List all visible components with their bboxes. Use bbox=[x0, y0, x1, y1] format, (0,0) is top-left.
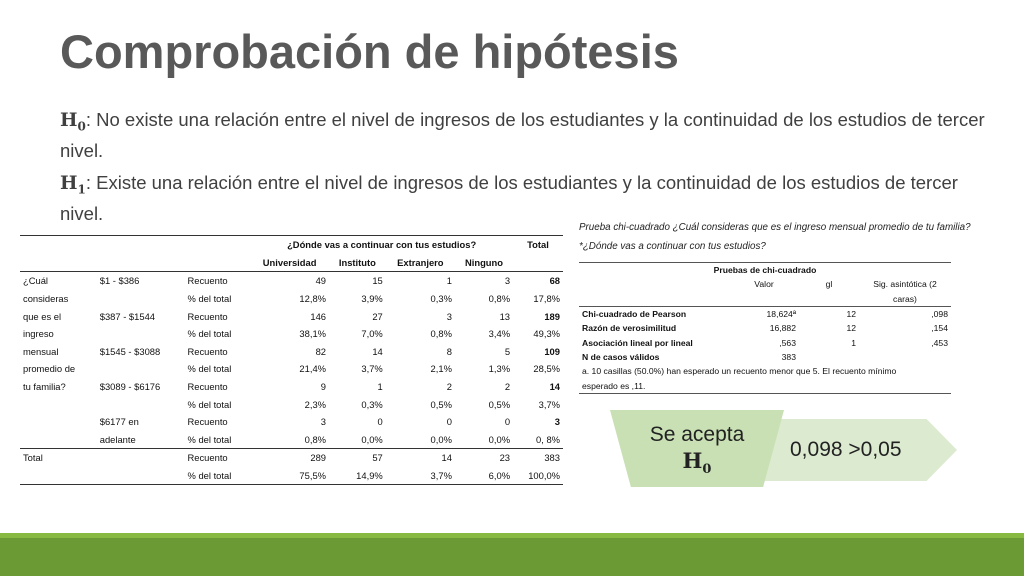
chi-caption-2: *¿Dónde vas a continuar con tus estudios? bbox=[579, 241, 766, 252]
table-row bbox=[20, 378, 563, 396]
income-label bbox=[97, 395, 185, 413]
table-row bbox=[20, 272, 563, 290]
table-cell: 27 bbox=[372, 310, 383, 322]
stat-label: Recuento bbox=[187, 381, 228, 393]
chi-footnote-row-2 bbox=[579, 378, 951, 393]
table-cell: 109 bbox=[544, 345, 560, 357]
table-cell: 0,0% bbox=[430, 433, 452, 445]
table-row bbox=[20, 343, 563, 361]
table-cell: 82 bbox=[315, 345, 327, 357]
income-label bbox=[97, 290, 185, 308]
table-cell: 28,5% bbox=[533, 363, 560, 375]
crosstab-col-header: Universidad bbox=[250, 254, 329, 272]
chi-valor: ,563 bbox=[779, 337, 796, 348]
chi-title-row bbox=[579, 263, 951, 278]
table-cell: 0 bbox=[446, 416, 452, 428]
chi-gl: 1 bbox=[851, 337, 856, 348]
table-cell: 49 bbox=[315, 275, 327, 287]
table-cell: 13 bbox=[499, 310, 511, 322]
table-cell: 146 bbox=[310, 310, 327, 322]
income-label: $1 - $386 bbox=[99, 275, 140, 287]
table-cell: 3,7% bbox=[538, 398, 560, 410]
chi-col-valor: Valor bbox=[754, 279, 774, 290]
table-row bbox=[579, 321, 951, 335]
table-cell: 3,9% bbox=[361, 293, 383, 305]
table-cell: 75,5% bbox=[250, 467, 329, 485]
table-row bbox=[579, 335, 951, 349]
table-cell: 14 bbox=[372, 345, 383, 357]
table-cell: 100,0% bbox=[513, 467, 563, 485]
row-question-line: ingreso bbox=[23, 328, 54, 340]
table-cell: 7,0% bbox=[361, 328, 383, 340]
table-cell: 57 bbox=[329, 449, 386, 467]
comparison-text: 0,098 >0,05 bbox=[790, 438, 902, 461]
accept-text: Se acepta $H_0$ bbox=[649, 423, 745, 478]
table-cell: 0,5% bbox=[430, 398, 452, 410]
table-row bbox=[579, 350, 951, 364]
table-row bbox=[20, 449, 563, 467]
table-cell: 14 bbox=[386, 449, 455, 467]
stat-label: Recuento bbox=[187, 310, 228, 322]
table-cell: 38,1% bbox=[299, 328, 327, 340]
chi-gl: 12 bbox=[846, 309, 856, 320]
crosstab-col-header: Instituto bbox=[329, 254, 386, 272]
table-cell: 14 bbox=[549, 381, 560, 393]
chi-row-label: Chi-cuadrado de Pearson bbox=[582, 309, 687, 320]
table-cell: 3,7% bbox=[361, 363, 383, 375]
table-cell: 21,4% bbox=[299, 363, 327, 375]
h1-symbol: $H_1$ bbox=[60, 173, 86, 197]
chi-valor: 16,882 bbox=[769, 323, 796, 334]
crosstab-col-header: Ninguno bbox=[455, 254, 513, 272]
table-cell: 0 bbox=[504, 416, 511, 428]
table-row bbox=[20, 325, 563, 343]
table-cell: 17,8% bbox=[533, 293, 560, 305]
row-question-line: tu familia? bbox=[23, 381, 66, 393]
crosstab-question-header: ¿Dónde vas a continuar con tus estudios? bbox=[250, 236, 513, 254]
table-cell: 3 bbox=[446, 310, 452, 322]
chi-header-row bbox=[579, 277, 951, 291]
table-cell: 3,4% bbox=[488, 328, 511, 340]
table-cell: 2,1% bbox=[430, 363, 452, 375]
chi-header-row-2 bbox=[579, 292, 951, 307]
table-cell: 0,0% bbox=[361, 433, 383, 445]
table-cell: 0,5% bbox=[488, 398, 511, 410]
chi-row-label: N de casos válidos bbox=[582, 351, 660, 362]
table-cell: 0,8% bbox=[430, 328, 452, 340]
table-cell: 0,3% bbox=[430, 293, 452, 305]
table-row bbox=[20, 395, 563, 413]
accept-shape bbox=[610, 410, 784, 487]
table-row bbox=[20, 413, 563, 431]
chi-caption-1: Prueba chi-cuadrado ¿Cuál consideras que es el ingreso mensual promedio de tu familia? bbox=[579, 222, 971, 233]
hypothesis-null bbox=[60, 108, 990, 163]
table-cell: 3,7% bbox=[386, 467, 455, 485]
table-cell: 68 bbox=[549, 275, 560, 287]
row-question-line: que es el bbox=[23, 310, 62, 322]
table-cell: 1 bbox=[377, 381, 383, 393]
crosstab-header-row bbox=[20, 236, 563, 254]
stat-label: % del total bbox=[187, 398, 232, 410]
chi-col-sig: Sig. asintótica (2 bbox=[873, 279, 937, 290]
income-label: $6177 en bbox=[99, 416, 139, 428]
stat-label: % del total bbox=[187, 328, 232, 340]
chi-row-label: Asociación lineal por lineal bbox=[582, 337, 693, 348]
chi-valor: 18,624ª bbox=[766, 309, 796, 320]
chi-footnote-1: a. 10 casillas (50.0%) han esperado un recuento menor que 5. El recuento mínimo bbox=[582, 366, 897, 377]
h0-symbol: $H_0$ bbox=[60, 110, 86, 134]
table-cell: 1 bbox=[446, 275, 452, 287]
table-cell: 14,9% bbox=[329, 467, 386, 485]
row-question-line: promedio de bbox=[23, 363, 76, 375]
chi-table-title: Pruebas de chi-cuadrado bbox=[579, 263, 951, 278]
chi-footnote-2: esperado es ,11. bbox=[579, 378, 951, 393]
table-cell: 9 bbox=[320, 381, 327, 393]
table-cell: 1,3% bbox=[488, 363, 511, 375]
chi-sig: ,453 bbox=[931, 337, 948, 348]
table-row bbox=[20, 307, 563, 325]
row-question-line: consideras bbox=[23, 293, 69, 305]
crosstab-table bbox=[20, 235, 563, 485]
table-cell: 8 bbox=[446, 345, 452, 357]
total-label: Total bbox=[20, 449, 97, 467]
chi-row-label: Razón de verosimilitud bbox=[582, 323, 677, 334]
table-cell: 0,8% bbox=[304, 433, 327, 445]
table-cell: 23 bbox=[455, 449, 513, 467]
income-label bbox=[97, 360, 185, 378]
table-row bbox=[20, 467, 563, 485]
table-cell: 3 bbox=[320, 416, 327, 428]
income-label: adelante bbox=[99, 433, 136, 445]
chi-sig bbox=[859, 350, 951, 364]
table-cell: 383 bbox=[513, 449, 563, 467]
chi-col-sig-2: caras) bbox=[859, 292, 951, 307]
row-question-line: mensual bbox=[23, 345, 59, 357]
stat-label: % del total bbox=[187, 433, 232, 445]
table-cell: 2 bbox=[446, 381, 452, 393]
h1-text: : Existe una relación entre el nivel de ingresos de los estudiantes y la continuidad de los estudios de tercer nivel. bbox=[60, 172, 958, 224]
table-row bbox=[20, 431, 563, 449]
table-cell: 12,8% bbox=[299, 293, 327, 305]
table-cell: 49,3% bbox=[533, 328, 560, 340]
h0-text: : No existe una relación entre el nivel de ingresos de los estudiantes y la continuidad de los estudios de tercer nivel. bbox=[60, 109, 985, 161]
table-cell: 0,3% bbox=[361, 398, 383, 410]
income-label: $387 - $1544 bbox=[99, 310, 155, 322]
chi-square-table bbox=[579, 262, 951, 394]
page-title: Comprobación de hipótesis bbox=[60, 25, 679, 78]
row-question-line bbox=[20, 413, 97, 431]
table-cell: 2 bbox=[504, 381, 511, 393]
table-cell: 0,8% bbox=[488, 293, 511, 305]
stat-label: Recuento bbox=[187, 345, 228, 357]
table-cell: 189 bbox=[544, 310, 560, 322]
row-question-line bbox=[20, 395, 97, 413]
crosstab-total-header: Total bbox=[513, 236, 563, 254]
stat-label: Recuento bbox=[187, 275, 228, 287]
crosstab-columns-row bbox=[20, 254, 563, 272]
table-cell: 5 bbox=[504, 345, 511, 357]
table-row bbox=[20, 290, 563, 308]
income-label: $3089 - $6176 bbox=[99, 381, 161, 393]
chi-sig: ,098 bbox=[931, 309, 948, 320]
row-question-line bbox=[20, 431, 97, 449]
table-cell: 3 bbox=[554, 416, 560, 428]
table-cell: 289 bbox=[250, 449, 329, 467]
table-row bbox=[20, 360, 563, 378]
chi-footnote-row bbox=[579, 364, 951, 378]
row-question-line: ¿Cuál bbox=[23, 275, 49, 287]
chi-gl bbox=[799, 350, 859, 364]
chi-gl: 12 bbox=[846, 323, 856, 334]
table-cell: 6,0% bbox=[455, 467, 513, 485]
chi-sig: ,154 bbox=[931, 323, 948, 334]
table-cell: 2,3% bbox=[304, 398, 327, 410]
table-cell: 0, 8% bbox=[536, 433, 560, 445]
stat-label: Recuento bbox=[185, 449, 251, 467]
accept-symbol: $H_0$ bbox=[682, 448, 712, 478]
table-cell: 3 bbox=[504, 275, 511, 287]
stat-label: Recuento bbox=[187, 416, 228, 428]
crosstab-col-header: Extranjero bbox=[386, 254, 455, 272]
table-cell: 0,0% bbox=[488, 433, 511, 445]
income-label: $1545 - $3088 bbox=[99, 345, 161, 357]
table-cell: 15 bbox=[372, 275, 383, 287]
stat-label: % del total bbox=[185, 467, 251, 485]
hypothesis-alternative bbox=[60, 171, 990, 226]
chi-col-gl: gl bbox=[825, 279, 833, 290]
footer-bar-dark bbox=[0, 538, 1024, 576]
table-cell: 0 bbox=[377, 416, 383, 428]
chi-valor: 383 bbox=[781, 351, 796, 362]
income-label bbox=[97, 325, 185, 343]
stat-label: % del total bbox=[187, 363, 232, 375]
table-row bbox=[579, 306, 951, 321]
stat-label: % del total bbox=[187, 293, 232, 305]
